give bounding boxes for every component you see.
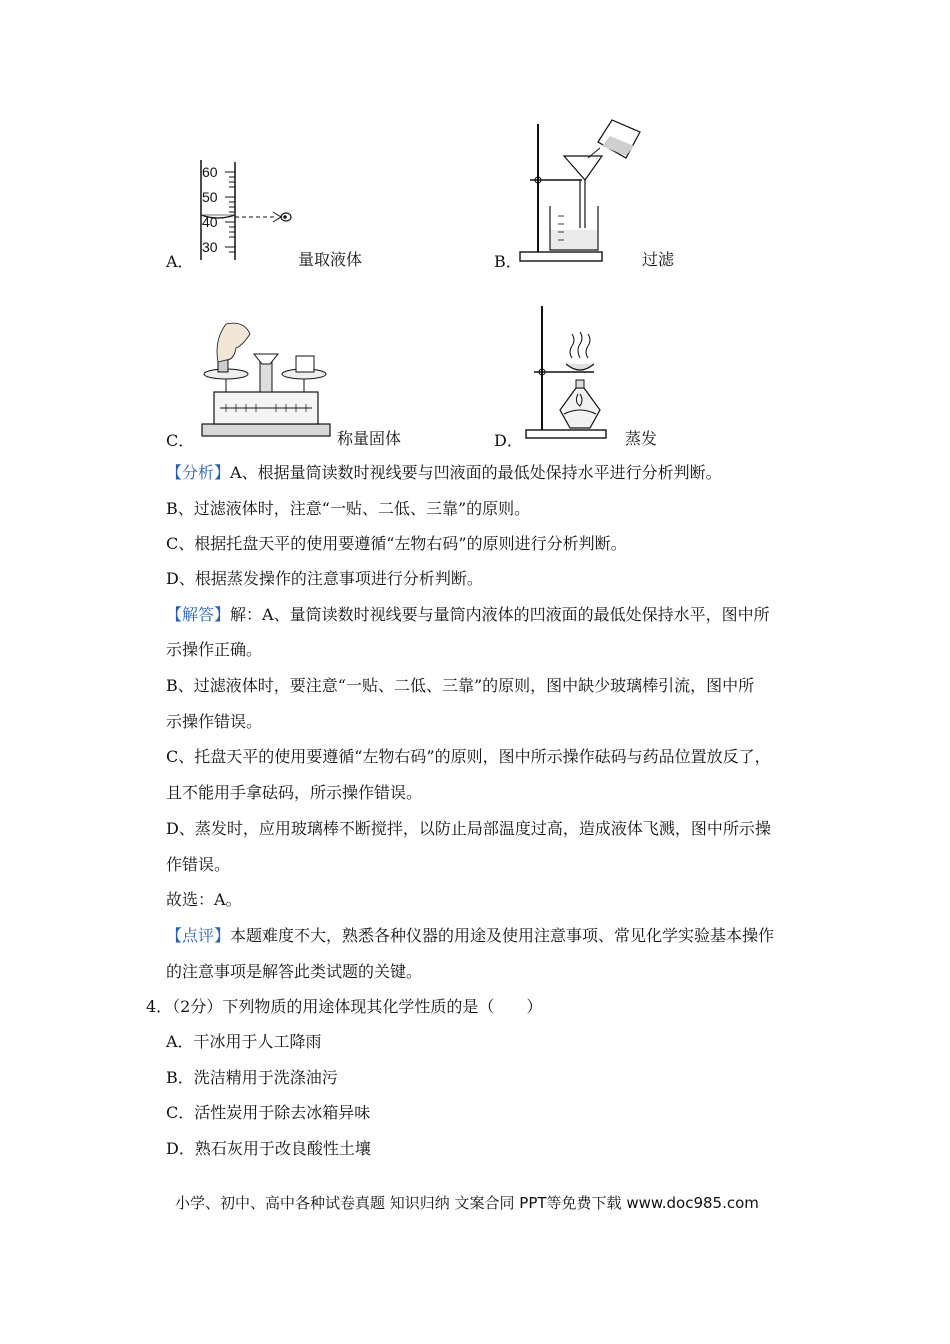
answer-line: 故选：A。	[166, 890, 242, 909]
answer-line: C、托盘天平的使用要遵循“左物右码”的原则，图中所示操作砝码与药品位置放反了，	[166, 747, 771, 766]
analysis-line: C、根据托盘天平的使用要遵循“左物右码”的原则进行分析判断。	[166, 534, 627, 553]
option-b-letter: B．	[494, 252, 522, 271]
question-4-choice: D．熟石灰用于改良酸性土壤	[166, 1139, 371, 1158]
option-d-label: 蒸发	[625, 429, 658, 448]
question-4-choice: A．干冰用于人工降雨	[166, 1032, 322, 1051]
question-4-choice: B．洗洁精用于洗涤油污	[166, 1068, 338, 1087]
answer-line: 示操作正确。	[166, 640, 263, 659]
option-b-label: 过滤	[642, 250, 675, 269]
option-c-letter: C．	[166, 431, 195, 450]
option-a-letter: A．	[166, 252, 194, 271]
option-c-label: 称量固体	[337, 429, 402, 448]
scale-label: 30	[202, 239, 218, 255]
answer-line: 示操作错误。	[166, 712, 263, 731]
comment-line: 的注意事项是解答此类试题的关键。	[166, 962, 423, 981]
option-a-label: 量取液体	[298, 250, 363, 269]
comment-tag: 【点评】	[166, 926, 231, 945]
answer-line: 【解答】解：A、量筒读数时视线要与量筒内液体的凹液面的最低处保持水平，图中所	[166, 605, 770, 624]
answer-line: 作错误。	[166, 855, 231, 874]
answer-tag: 【解答】	[166, 605, 231, 624]
question-4-choice: C．活性炭用于除去冰箱异味	[166, 1103, 371, 1122]
footer-watermark: 小学、初中、高中各种试卷真题 知识归纳 文案合同 PPT等免费下载 www.doc985.com	[175, 1194, 759, 1212]
analysis-line: 【分析】A、根据量筒读数时视线要与凹液面的最低处保持水平进行分析判断。	[166, 463, 722, 482]
scale-label: 40	[202, 214, 218, 230]
analysis-line: D、根据蒸发操作的注意事项进行分析判断。	[166, 569, 483, 588]
answer-line: D、蒸发时，应用玻璃棒不断搅拌，以防止局部温度过高，造成液体飞溅，图中所示操	[166, 819, 771, 838]
scale-label: 60	[202, 164, 218, 180]
scale-label: 50	[202, 189, 218, 205]
analysis-tag: 【分析】	[166, 463, 231, 482]
comment-line: 【点评】本题难度不大，熟悉各种仪器的用途及使用注意事项、常见化学实验基本操作	[166, 926, 775, 945]
option-d-letter: D．	[494, 431, 523, 450]
analysis-line: B、过滤液体时，注意“一贴、二低、三靠”的原则。	[166, 499, 531, 518]
answer-line: 且不能用手拿砝码，所示操作错误。	[166, 783, 423, 802]
question-4-stem: 4．（2分）下列物质的用途体现其化学性质的是（ ）	[146, 997, 543, 1016]
answer-line: B、过滤液体时，要注意“一贴、二低、三靠”的原则，图中缺少玻璃棒引流，图中所	[166, 676, 755, 695]
